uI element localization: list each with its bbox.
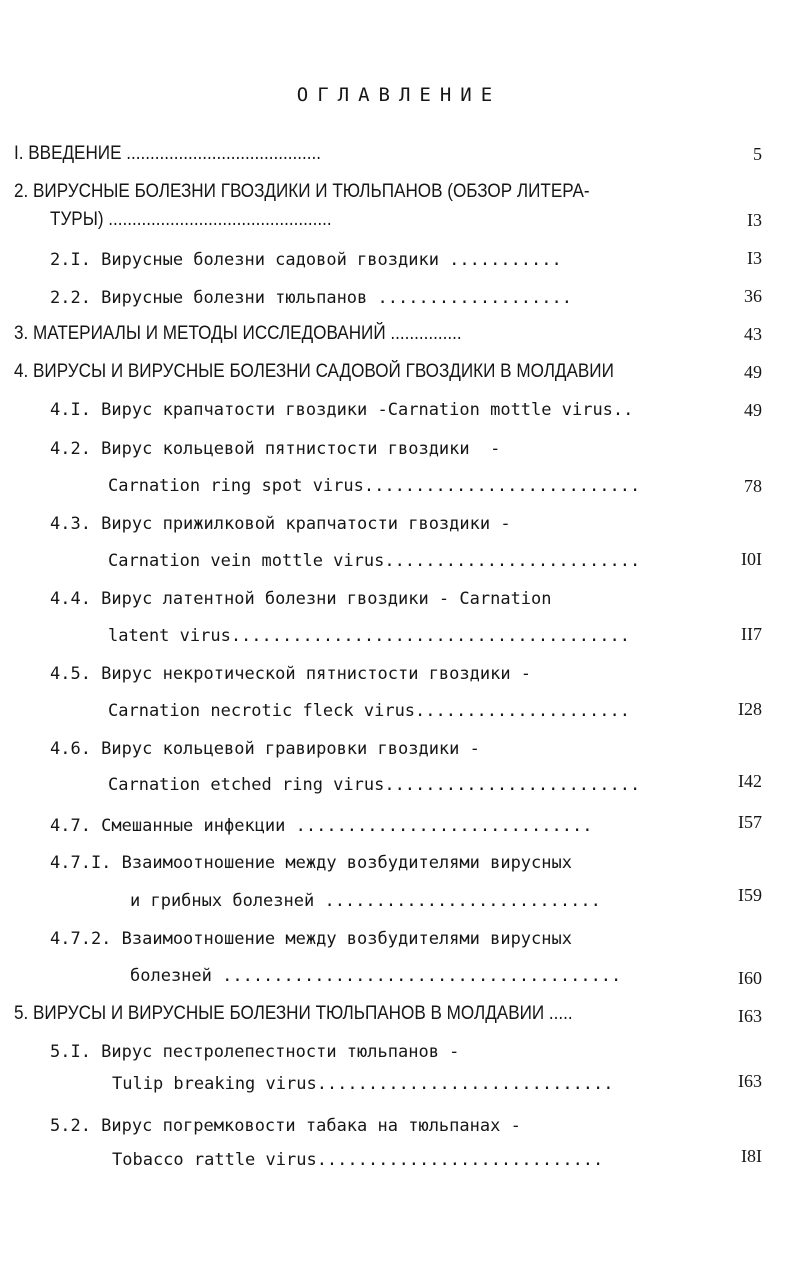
toc-entry-carnation-viruses: 4. ВИРУСЫ И ВИРУСНЫЕ БОЛЕЗНИ САДОВОЙ ГВОЗДИКИ В МОЛДАВИИ <box>14 361 614 382</box>
toc-entry-4-1: 4.I. Вирус крапчатости гвоздики -Carnation mottle virus.. <box>50 400 634 420</box>
toc-page-number: II7 <box>741 624 762 644</box>
page-title: ОГЛАВЛЕНИЕ <box>296 84 502 106</box>
toc-entry-methods: 3. МАТЕРИАЛЫ И МЕТОДЫ ИССЛЕДОВАНИЙ ............... <box>14 323 462 344</box>
toc-entry-4-7-2-cont: болезней ....................................... <box>130 966 622 986</box>
toc-page-number: I3 <box>747 248 762 268</box>
toc-entry-literature-review: 2. ВИРУСНЫЕ БОЛЕЗНИ ГВОЗДИКИ И ТЮЛЬПАНОВ (ОБЗОР ЛИТЕРА- <box>14 181 590 202</box>
toc-page-number: 43 <box>744 324 762 344</box>
toc-page-number: 78 <box>744 476 762 496</box>
toc-entry-4-4-cont: latent virus....................................... <box>108 626 630 646</box>
toc-entry-4-7-1-cont: и грибных болезней ........................... <box>130 891 601 911</box>
toc-entry-2-2: 2.2. Вирусные болезни тюльпанов ................... <box>50 288 572 308</box>
toc-entry-2-1: 2.I. Вирусные болезни садовой гвоздики ........... <box>50 250 562 270</box>
toc-entry-4-4: 4.4. Вирус латентной болезни гвоздики - Carnation <box>50 589 552 609</box>
toc-entry-5-2: 5.2. Вирус погремковости табака на тюльпанах - <box>50 1116 521 1136</box>
toc-page-number: I3 <box>747 210 762 230</box>
toc-entry-4-5: 4.5. Вирус некротической пятнистости гвоздики - <box>50 664 532 684</box>
toc-entry-4-3-cont: Carnation vein mottle virus......................... <box>108 551 641 571</box>
toc-page-number: I8I <box>741 1146 762 1166</box>
toc-page-number: I63 <box>738 1071 762 1091</box>
toc-entry-4-2: 4.2. Вирус кольцевой пятнистости гвоздики - <box>50 439 501 459</box>
toc-entry-4-7-1: 4.7.I. Взаимоотношение между возбудителями вирусных <box>50 853 572 873</box>
toc-page-number: I60 <box>738 968 762 988</box>
toc-entry-4-5-cont: Carnation necrotic fleck virus..................... <box>108 701 630 721</box>
toc-entry-4-3: 4.3. Вирус прижилковой крапчатости гвоздики - <box>50 514 511 534</box>
toc-entry-5-1-cont: Tulip breaking virus............................. <box>112 1074 614 1094</box>
toc-page-number: I59 <box>738 885 762 905</box>
toc-page-number: 49 <box>744 362 762 382</box>
toc-entry-5-2-cont: Tobacco rattle virus............................ <box>112 1150 604 1170</box>
toc-entry-tulip-viruses: 5. ВИРУСЫ И ВИРУСНЫЕ БОЛЕЗНИ ТЮЛЬПАНОВ В МОЛДАВИИ ..... <box>14 1003 573 1024</box>
toc-page-number: I0I <box>741 549 762 569</box>
toc-page-number: I57 <box>738 812 762 832</box>
toc-entry-4-7-2: 4.7.2. Взаимоотношение между возбудителями вирусных <box>50 929 572 949</box>
toc-entry-4-6: 4.6. Вирус кольцевой гравировки гвоздики - <box>50 739 480 759</box>
toc-entry-introduction: I. ВВЕДЕНИЕ ......................................... <box>14 143 322 164</box>
toc-entry-4-2-cont: Carnation ring spot virus........................... <box>108 476 641 496</box>
toc-page-number: I42 <box>738 771 762 791</box>
toc-page-number: 36 <box>744 286 762 306</box>
toc-page-number: I63 <box>738 1006 762 1026</box>
toc-entry-5-1: 5.I. Вирус пестролепестности тюльпанов - <box>50 1042 460 1062</box>
toc-entry-4-6-cont: Carnation etched ring virus......................... <box>108 775 641 795</box>
toc-page-number: 49 <box>744 400 762 420</box>
toc-entry-literature-review-cont: ТУРЫ) ............................................... <box>50 209 332 230</box>
toc-page-number: I28 <box>738 699 762 719</box>
toc-page-number: 5 <box>753 144 762 164</box>
toc-entry-4-7: 4.7. Смешанные инфекции ............................. <box>50 816 593 836</box>
